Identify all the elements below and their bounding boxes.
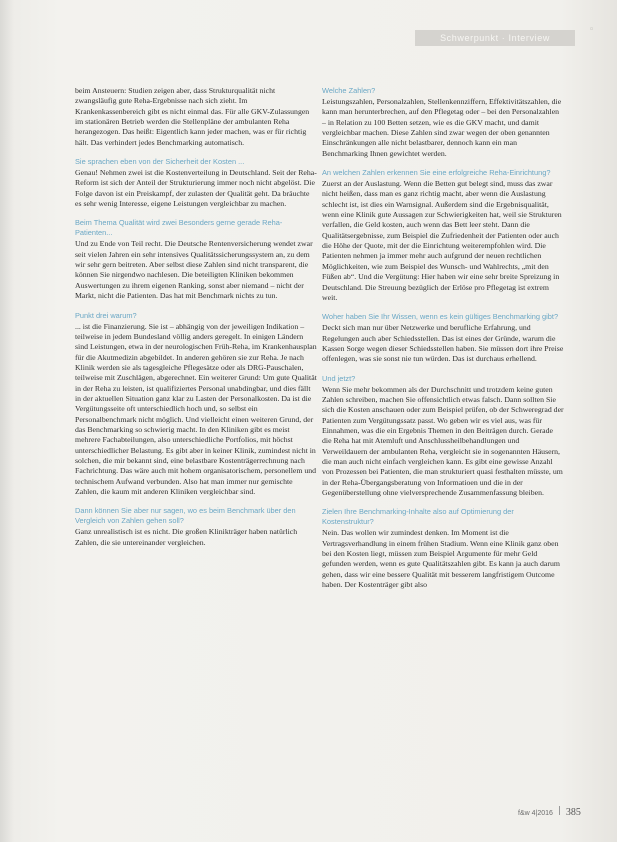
question-heading: Zielen Ihre Benchmarking-Inhalte also auf Optimierung der Kostenstruktur? bbox=[322, 507, 514, 527]
answer-text: Wenn Sie mehr bekommen als der Durchschnitt und trotzdem keine guten Zahlen schreiben, machen Sie offensichtlich etwas falsch. Dann sollten Sie sich die Kosten anschauen oder zum Beispiel prüfen, ob der Schweregrad der Patienten zum Vergütungssatz passt. Wo geben wir es viel aus, was für Einnahmen, was die ein Ergebnis Themen in den Beiträgen durch. Gerade die Reha hat mit Atemluft und Anschlussheilbehandlungen und Verweildauern der ambulanten Reha, vergleicht sie in sogenannten Häusern, die man auch nicht einfach vergleichen kann. Es gibt eine gewisse Anzahl von Prozessen bei Patienten, die man strukturiert quasi festhalten müsste, um in der Reha-Übergangsberatung von Informatioen und die in der Gegenüberstellung ohne vielversprechende Zusammenfassung bleiben. bbox=[322, 384, 564, 497]
answer-text: beim Ansteuern: Studien zeigen aber, dass Strukturqualität nicht zwangsläufig gute Reha-Ergebnisse nach sich zieht. Im Krankenkassenbereich gibt es nicht einmal das. Für alle GKV-Zulassungen im stationären Betrieb werden die Stellenpläne der ambulanten Reha herangezogen. Das heißt: Eigentlich kann jeder machen, was er für richtig hält. Das verhindert jedes Benchmarking automatisch. bbox=[75, 86, 310, 147]
answer-text: Nein. Das wollen wir zumindest denken. Im Moment ist die Vertragsverhandlung in einem frühen Stadium. Wenn eine Klinik ganz oben bei den Kosten liegt, müssen zum Beispiel Argumente für mehr Geld gefunden werden, wenn es gute Qualitätszahlen gibt. Es kann ja auch darum gehen, dass wir eine bessere Qualität mit besserem langfristigem Outcome haben. Der Kostenträger gibt also bbox=[322, 528, 560, 590]
right-column bbox=[322, 86, 564, 590]
answer-text: Deckt sich man nur über Netzwerke und berufliche Erfahrung, und Regelungen auch aber Schiedsstellen. Das ist eines der Gründe, warum die Kassen Sorge wegen dieser Schiedsstellen haben. Sie müssen dort ihre Preise offenlegen, was sie sonst nie tun würden. Das ist durchaus erhellend. bbox=[322, 323, 564, 364]
question-heading: Dann können Sie aber nur sagen, wo es beim Benchmark über den Vergleich von Zahlen gehen soll? bbox=[75, 506, 296, 526]
page-number: 385 bbox=[565, 807, 581, 818]
magazine-issue: f&w 4|2016 bbox=[518, 810, 553, 817]
page-footer bbox=[518, 806, 581, 818]
question-heading: Und jetzt? bbox=[322, 373, 356, 383]
left-column bbox=[75, 86, 317, 548]
question-heading: Sie sprachen eben von der Sicherheit der Kosten ... bbox=[75, 157, 245, 167]
spine-shadow bbox=[0, 0, 14, 842]
answer-text: Ganz unrealistisch ist es nicht. Die großen Klinikträger haben natürlich Zahlen, die sie untereinander vergleichen. bbox=[75, 527, 298, 547]
answer-text: Und zu Ende von Teil recht. Die Deutsche Rentenversicherung wendet zwar seit vielen Jahren ein sehr intensives Qualitätssicherungssystem an, zu dem wir sehr gern beitreten. Aber selbst diese Zahlen sind nicht transparent, die können Sie nirgendwo nachlesen. Die beteiligten Kliniken bekommen Auswertungen zu ihrem eigenen Ranking, sonst aber niemand – nicht der Markt, nicht die Patienten. Das hat mit Benchmark nichts zu tun. bbox=[75, 239, 313, 301]
question-heading: Punkt drei warum? bbox=[75, 310, 137, 320]
question-heading: An welchen Zahlen erkennen Sie eine erfolgreiche Reha-Einrichtung? bbox=[322, 168, 551, 178]
question-heading: Woher haben Sie Ihr Wissen, wenn es kein gültiges Benchmarking gibt? bbox=[322, 312, 559, 322]
question-heading: Beim Thema Qualität wird zwei Besonders gerne gerade Reha-Patienten... bbox=[75, 218, 283, 238]
section-header-label: Schwerpunkt · Interview bbox=[440, 33, 550, 43]
section-header bbox=[415, 30, 575, 46]
footer-divider bbox=[559, 806, 560, 815]
answer-text: ... ist die Finanzierung. Sie ist – abhängig von der jeweiligen Indikation – teilweise in jedem Bundesland völlig anders geregelt. In einigen Ländern sind Leistungen, etwa in der neurologischen Früh-Reha, im Krankenhausplan für die Akutmedizin abgebildet. In anderen gehören sie zur Reha. Je nach Klinik werden sie als tagesgleiche Pflegesätze oder als DRG-Pauschalen, teilweise mit Zuschlägen, abgerechnet. Ein weiterer Grund: Um gute Qualität in der Reha zu leisten, ist qualifiziertes Personal unabdingbar, und dies fällt in der aktuellen Situation ganz klar zu Lasten der Personalkosten. Da ist die Vergütungsseite oft unterschiedlich hoch und, so selbst ein Personalbenchmark nicht möglich. Und vielleicht einen weiteren Grund, der das Benchmarking so schwierig macht. In den Kliniken gibt es meist mehrere Fachabteilungen, also unterschiedliche Portfolios, mit höchst unterschiedlicher Belastung. Es gibt aber in keiner Klinik, zumindest nicht in solchen, die mir bekannt sind, eine belastbare Kostenträgerrechnung nach Fachrichtung. Das wäre auch mit hohem organisatorischem, personellem und technischem Aufwand verbunden. Also hat man immer nur gemischte Zahlen, die kaum mit anderen Kliniken vergleichbar sind. bbox=[75, 321, 317, 496]
answer-text: Zuerst an der Auslastung. Wenn die Betten gut belegt sind, muss das zwar nicht heißen, dass man es ganz richtig macht, aber wenn die Auslastung schlecht ist, ist dies ein Warnsignal. Außerdem sind die Ergebnisqualität, wenn eine Klinik gute Aussagen zur Schwierigkeiten hat, weil sie Strukturen verfallen, die Geld kosten, auch wenn das Bett leer steht. Dann die Qualitätsergebnisse, zum Beispiel die Zufriedenheit der Patienten oder auch die Höhe der Quote, mit der die Einrichtung weiterempfohlen wird. Die Patienten nehmen ja immer mehr auch aufgrund der neuen rechtlichen Möglichkeiten, wie zum Beispiel des Wunsch- und Wahlrechts, „mit den Füßen ab“. Und die Vergütung: Hier haben wir eine sehr breite Spreizung in Deutschland. Die Streuung bezüglich der Erlöse pro Pflegetag ist extrem weit. bbox=[322, 179, 562, 302]
answer-text: Genau! Nehmen zwei ist die Kostenverteilung in Deutschland. Seit der Reha-Reform ist sich der Anteil der Strukturierung immer noch nicht abgelöst. Die Folge davon ist ein Preiskampf, der zulasten der Qualität geht. Da bräuchte es sehr wenig Interesse, eigene Leistungen vergleichbar zu machen. bbox=[75, 168, 317, 209]
corner-mark-icon: ◦ bbox=[589, 25, 595, 35]
answer-text: Leistungszahlen, Personalzahlen, Stellenkennziffern, Effektivitätszahlen, die kann man herunterbrechen, auf den Pflegetag oder – bei den Personalzahlen – in Relation zu 100 Betten setzen, wie es die GKV macht, und damit vergleichbar machen. Diese Zahlen sind zwar wegen der oben genannten Einschränkungen alle nicht belastbarer, dennoch kann ein man Benchmarking Ihnen gewichtet werden. bbox=[322, 97, 562, 158]
question-heading: Welche Zahlen? bbox=[322, 86, 376, 95]
